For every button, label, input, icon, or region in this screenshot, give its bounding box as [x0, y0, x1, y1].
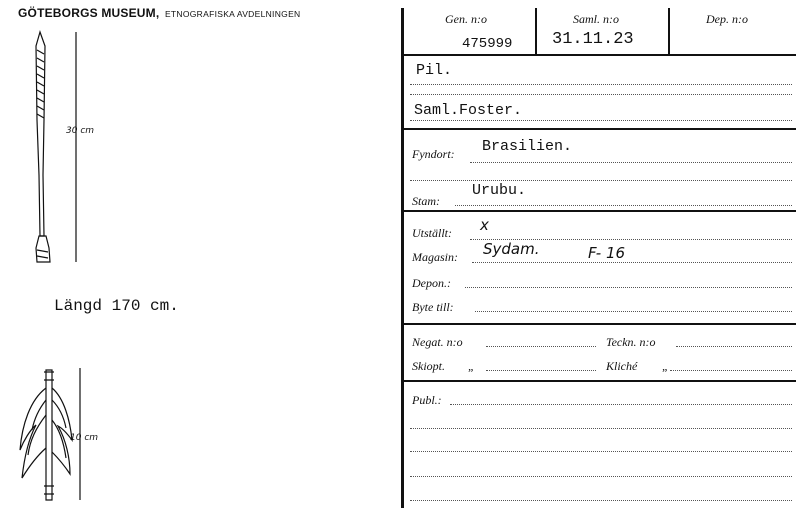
header-divider-1 — [535, 8, 537, 54]
section-rule-1 — [401, 128, 796, 130]
collection-source: Saml.Foster. — [414, 102, 523, 119]
byte-label: Byte till: — [412, 300, 454, 314]
dep-label: Dep. n:o — [706, 12, 748, 26]
museum-name: GÖTEBORGS MUSEUM, — [18, 6, 160, 20]
teckn-label: Teckn. n:o — [606, 335, 656, 349]
skiopt-label: Skiopt. — [412, 359, 445, 373]
publ-label: Publ.: — [412, 393, 442, 407]
section-rule-4 — [401, 380, 796, 382]
gen-value: 475999 — [462, 36, 513, 52]
fyndort-value: Brasilien. — [482, 138, 573, 155]
header-divider-2 — [668, 8, 670, 54]
arrow-tip-drawing — [36, 32, 76, 262]
magasin-value: Sydam. — [483, 240, 540, 258]
kliche-ditto: „ — [662, 359, 669, 373]
header-bottom-rule — [401, 54, 796, 56]
card-left-border — [401, 8, 404, 508]
stam-value: Urubu. — [472, 182, 527, 199]
section-rule-2 — [401, 210, 796, 212]
kliche-label: Kliché — [606, 359, 638, 373]
utstallt-value: x — [480, 216, 489, 234]
stam-label: Stam: — [412, 194, 440, 208]
magasin-code: F- 16 — [588, 244, 626, 262]
utstallt-label: Utställt: — [412, 226, 453, 240]
depon-label: Depon.: — [412, 276, 451, 290]
magasin-label: Magasin: — [412, 250, 458, 264]
object-type: Pil. — [416, 62, 453, 79]
saml-label: Saml. n:o — [573, 12, 619, 26]
negat-label: Negat. n:o — [412, 335, 463, 349]
section-rule-3 — [401, 323, 796, 325]
scale-label-top: 30 cm — [66, 126, 95, 136]
length-note: Längd 170 cm. — [54, 297, 179, 315]
scale-label-bottom: 10 cm — [70, 433, 99, 443]
fyndort-label: Fyndort: — [412, 147, 455, 161]
department-name: ETNOGRAFISKA AVDELNINGEN — [164, 9, 301, 19]
skiopt-ditto: „ — [468, 359, 475, 373]
gen-label: Gen. n:o — [445, 12, 487, 26]
saml-value: 31.11.23 — [552, 30, 634, 49]
